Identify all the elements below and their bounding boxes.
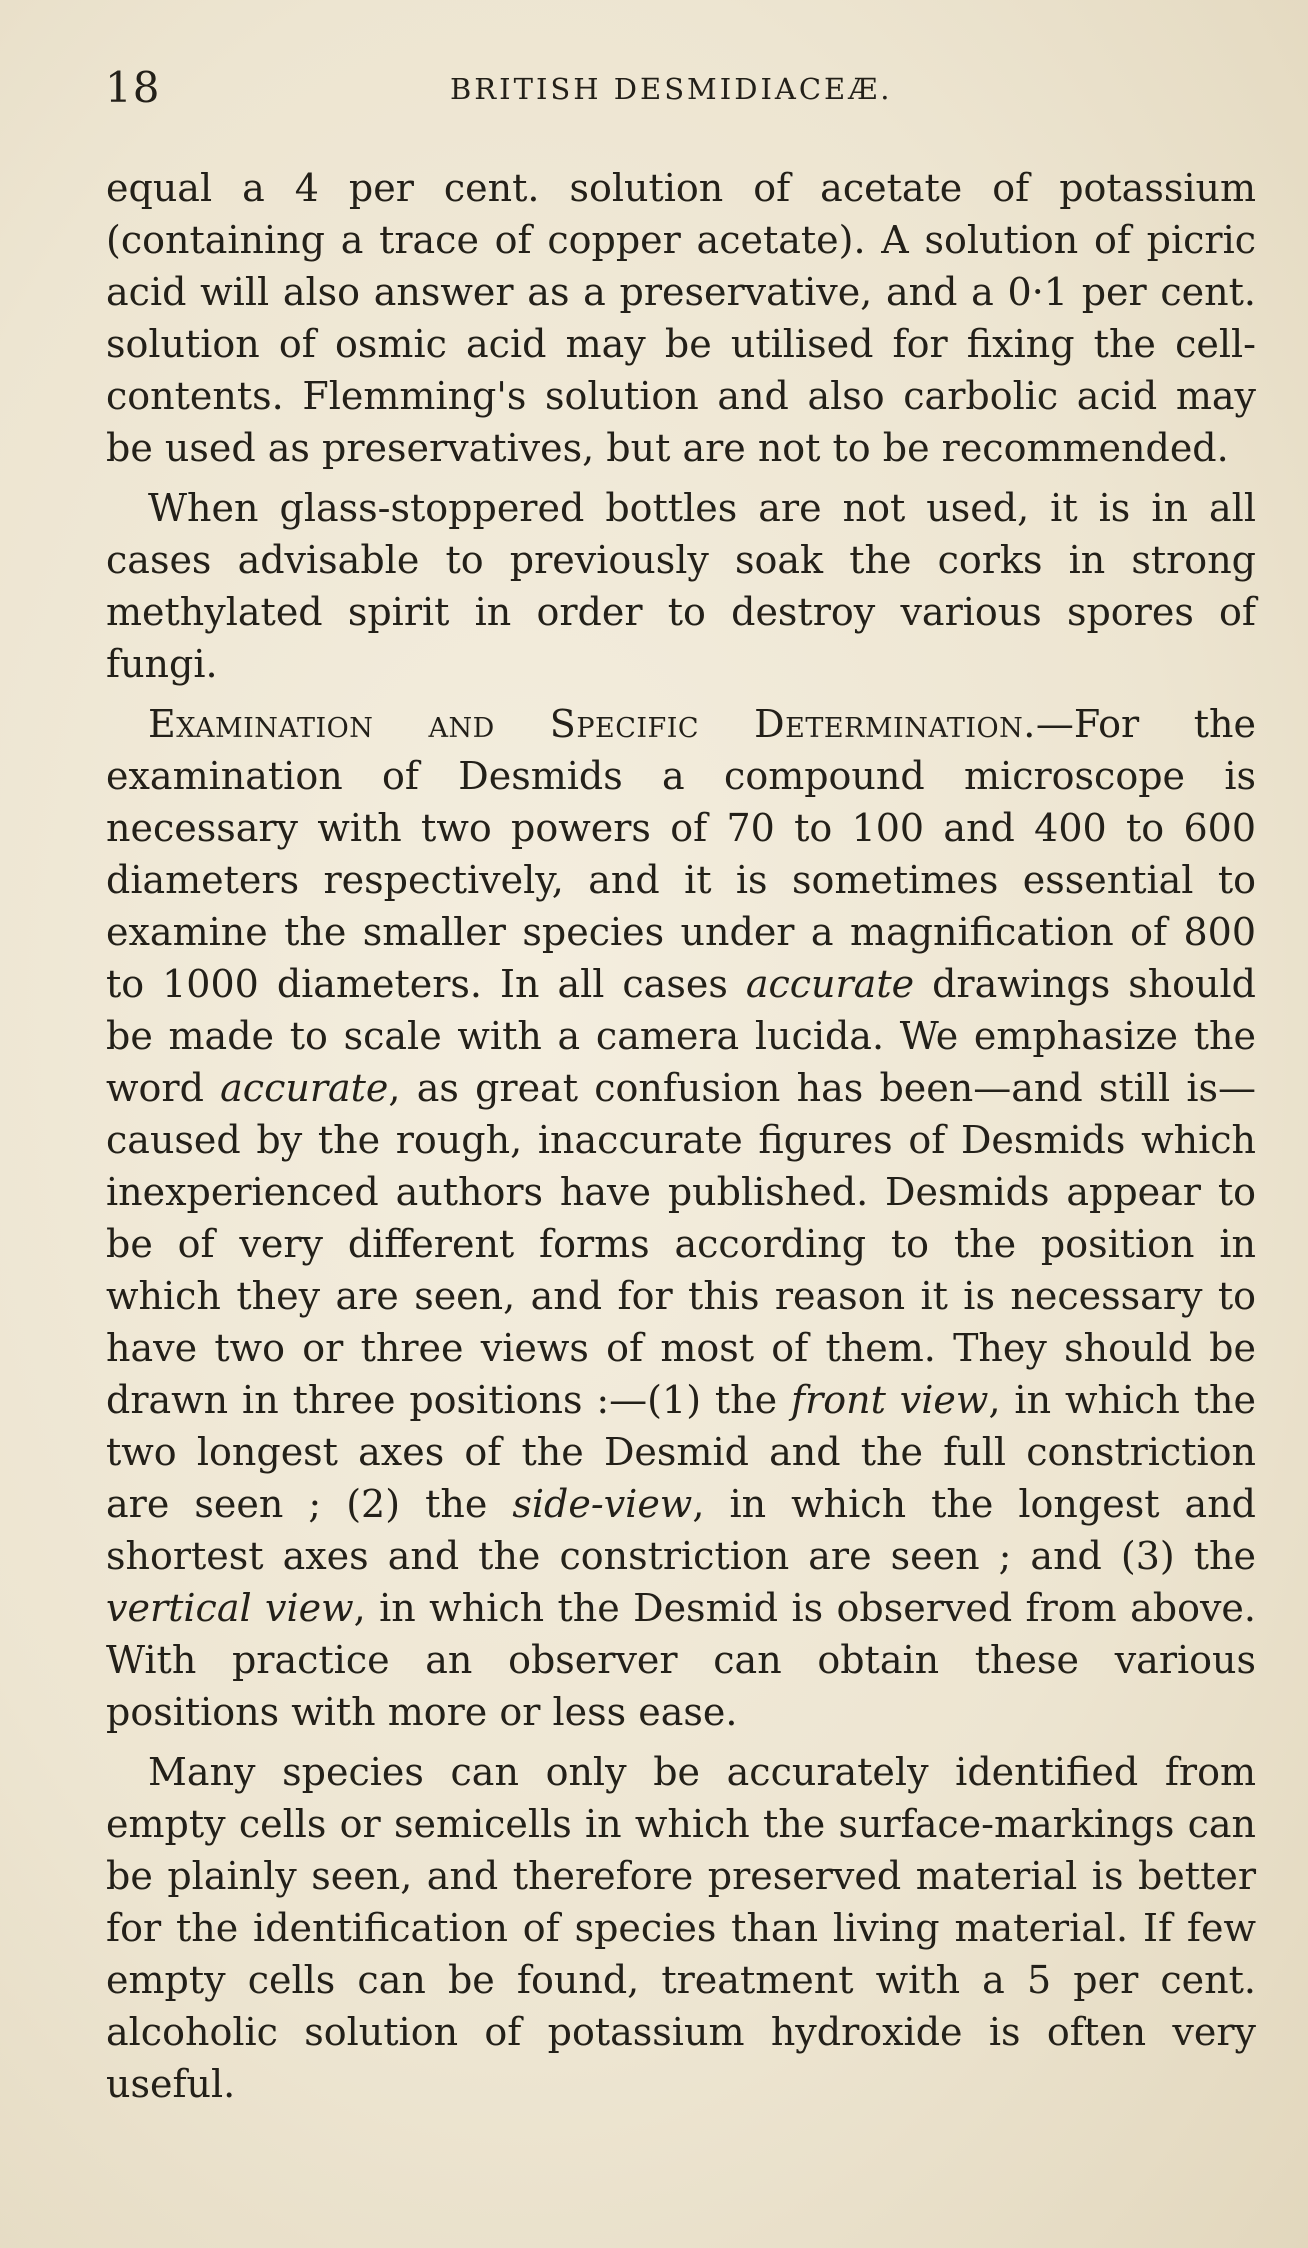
italic-side-view: side-view [512, 1482, 693, 1526]
italic-front-view: front view [791, 1378, 989, 1422]
italic-vertical-view: vertical view [106, 1586, 354, 1630]
paragraph-examination [106, 698, 1256, 1738]
section-heading: Examination and Specific Determination. [148, 702, 1036, 746]
paragraph-examination-text-4: , in which the two longest axes of the Desmid and the full constriction are seen ; (2) the [106, 1378, 1256, 1526]
running-head [105, 58, 1260, 118]
italic-accurate-1: accurate [745, 962, 915, 1006]
italic-accurate-2: accurate [220, 1066, 389, 1110]
paragraph-examination-text-1: —For the examination of Desmids a compound microscope is necessary with two powers of 70 to 100 and 400 to 600 diameters respectively, and it is sometimes essential to examine the smaller species under a magnification of 800 to 1000 diameters. In all cases [106, 702, 1256, 1006]
body-text [106, 162, 1256, 2110]
paragraph-corks: When glass-stoppered bottles are not used, it is in all cases advisable to previously soak the corks in strong methylated spirit in order to destroy various spores of fungi. [106, 486, 1256, 686]
paragraph-examination-text-2: drawings should be made to scale with a camera lucida. We emphasize the word [106, 962, 1256, 1110]
paragraph-examination-text-5: , in which the longest and shortest axes and the constriction are seen ; and (3) the [106, 1482, 1256, 1578]
running-title: BRITISH DESMIDIACEÆ. [450, 72, 893, 106]
paragraph-preservatives: equal a 4 per cent. solution of acetate of potassium (containing a trace of copper acetate). A solution of picric acid will also answer as a preservative, and a 0·1 per cent. solution of osmic acid may be utilised for fixing the cell-contents. Flemming's solution and also carbolic acid may be used as preservatives, but are not to be recommended. [106, 166, 1256, 470]
paragraph-empty-cells: Many species can only be accurately identified from empty cells or semicells in which the surface-markings can be plainly seen, and therefore preserved material is better for the identification of species than living material. If few empty cells can be found, treatment with a 5 per cent. alcoholic solution of potassium hydroxide is often very useful. [106, 1750, 1256, 2106]
page-number: 18 [105, 63, 161, 112]
paragraph-examination-text-3: , as great confusion has been—and still is—caused by the rough, inaccurate figures of Desmids which inexperienced authors have published. Desmids appear to be of very different forms according to the position in which they are seen, and for this reason it is necessary to have two or three views of most of them. They should be drawn in three positions :—(1) the [106, 1066, 1256, 1422]
paragraph-examination-text-6: , in which the Desmid is observed from above. With practice an observer can obtain these various positions with more or less ease. [106, 1586, 1256, 1734]
